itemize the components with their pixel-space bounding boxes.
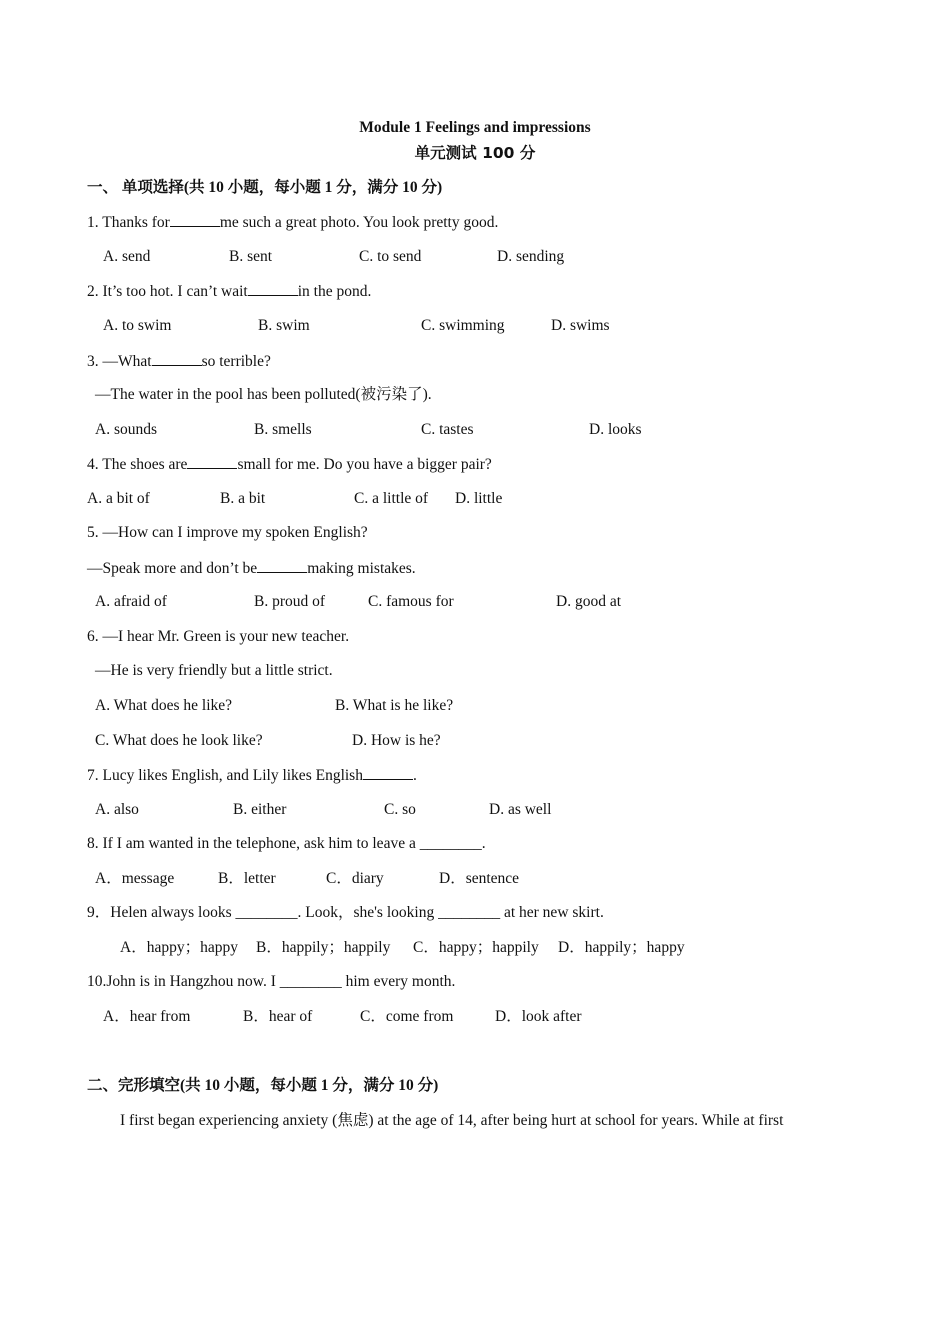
q7-option-b: B. either [233,801,287,818]
q8-option-a: A．message [95,870,175,887]
q1-option-d: D. sending [497,248,565,265]
question-6: 6. —I hear Mr. Green is your new teacher. [87,628,350,645]
q9-option-a: A．happy；happy [120,939,238,956]
q10-option-a: A．hear from [103,1008,191,1025]
answer-blank [363,765,413,780]
q9-option-c: C．happy；happily [413,939,539,956]
q2-option-a: A. to swim [103,317,172,334]
q7-option-d: D. as well [489,801,552,818]
answer-blank [152,351,202,366]
question-6-reply: —He is very friendly but a little strict. [95,662,333,679]
question-9: 9．Helen always looks ________. Look，she's looking ________ at her new skirt. [87,904,604,921]
q2-option-c: C. swimming [421,317,505,334]
question-2 [87,281,371,302]
q9-option-b: B．happily；happily [256,939,391,956]
question-3-reply: —The water in the pool has been polluted(被污染了). [95,386,432,403]
q9-option-d: D．happily；happy [558,939,685,956]
q1-option-a: A. send [103,248,151,265]
q10-option-d: D．look after [495,1008,582,1025]
question-3-stem: 3. —What [87,353,152,370]
q5-option-a: A. afraid of [95,593,167,610]
q8-option-c: C．diary [326,870,384,887]
q2-option-b: B. swim [258,317,310,334]
q7-option-c: C. so [384,801,416,818]
question-7 [87,765,417,786]
question-3-stem-end: so terrible? [201,353,271,370]
question-1-stem: 1. Thanks for [87,214,170,231]
cloze-passage: I first began experiencing anxiety (焦虑) at the age of 14, after being hurt at school for years. While at first [120,1112,784,1129]
question-1-stem-end: me such a great photo. You look pretty good. [219,214,499,231]
q4-option-c: C. a little of [354,490,429,507]
q1-option-c: C. to send [359,248,422,265]
section1-heading: 一、 单项选择(共 10 小题，每小题 1 分，满分 10 分) [87,179,443,196]
question-5-reply-end: making mistakes. [307,560,416,577]
q4-option-b: B. a bit [220,490,266,507]
question-2-stem-end: in the pond. [297,283,372,300]
question-10: 10.John is in Hangzhou now. I ________ him every month. [87,973,456,990]
q10-option-c: C．come from [360,1008,454,1025]
module-title: Module 1 Feelings and impressions [359,119,591,136]
q8-option-b: B．letter [218,870,276,887]
answer-blank [170,212,220,227]
test-subtitle: 单元测试 100 分 [414,144,536,162]
question-3 [87,351,271,372]
q7-option-a: A. also [95,801,139,818]
question-4-stem: 4. The shoes are [87,456,188,473]
q8-option-d: D．sentence [439,870,520,887]
q3-option-b: B. smells [254,421,312,438]
q6-option-b: B. What is he like? [335,697,454,714]
question-7-stem: 7. Lucy likes English, and Lily likes English [87,767,363,784]
question-8: 8. If I am wanted in the telephone, ask him to leave a ________. [87,835,486,852]
q6-option-d: D. How is he? [352,732,441,749]
question-7-stem-end: . [412,767,417,784]
q5-option-c: C. famous for [368,593,454,610]
answer-blank [248,281,298,296]
question-2-stem: 2. It’s too hot. I can’t wait [87,283,248,300]
q6-option-a: A. What does he like? [95,697,233,714]
question-5-reply-stem: —Speak more and don’t be [87,560,258,577]
q3-option-c: C. tastes [421,421,474,438]
question-5-reply [87,558,416,579]
q4-option-a: A. a bit of [87,490,150,507]
q1-option-b: B. sent [229,248,273,265]
question-5: 5. —How can I improve my spoken English? [87,524,368,541]
question-4 [87,454,492,475]
q3-option-d: D. looks [589,421,642,438]
q5-option-b: B. proud of [254,593,326,610]
question-1 [87,212,498,233]
q2-option-d: D. swims [551,317,610,334]
q10-option-b: B．hear of [243,1008,313,1025]
q5-option-d: D. good at [556,593,622,610]
answer-blank [257,558,307,573]
q6-option-c: C. What does he look like? [95,732,263,749]
q3-option-a: A. sounds [95,421,158,438]
answer-blank [187,454,237,469]
question-4-stem-end: small for me. Do you have a bigger pair? [237,456,492,473]
q4-option-d: D. little [455,490,503,507]
section2-heading: 二、完形填空(共 10 小题，每小题 1 分，满分 10 分) [87,1077,439,1094]
